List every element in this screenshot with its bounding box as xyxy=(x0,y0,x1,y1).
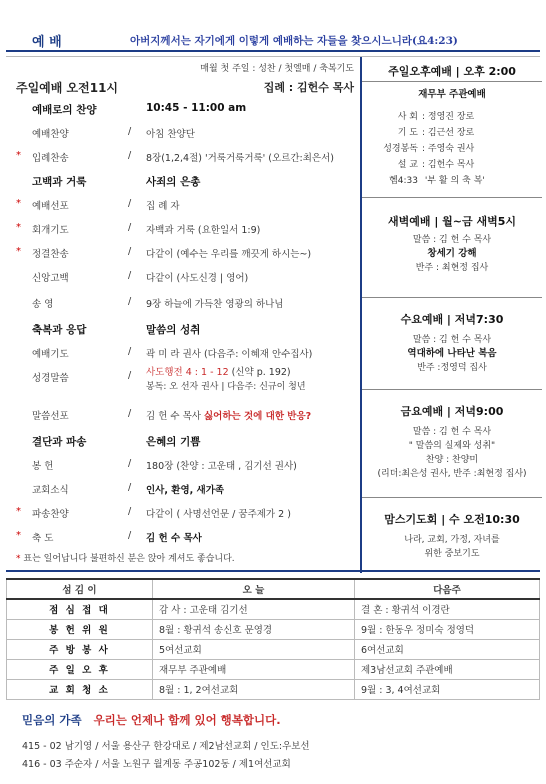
order-sep: / xyxy=(128,246,132,257)
order-row xyxy=(6,147,358,167)
service-subtitle: 매월 첫 주일 : 성찬 / 첫엘매 / 축복기도 xyxy=(200,64,354,74)
order-sep: / xyxy=(128,270,132,281)
order-row xyxy=(6,243,358,263)
order-label: 결단과 파송 xyxy=(32,436,87,448)
friday-service xyxy=(362,403,542,481)
note-star: * xyxy=(16,554,21,564)
order-label: 신앙고백 xyxy=(32,273,69,284)
order-label: 성경말씀 xyxy=(32,373,69,384)
header-verse: 아버지께서는 자기에게 이렇게 예배하는 자들을 찾으시느니라(요4:23) xyxy=(130,35,458,47)
afternoon-title: 주일오후예배 | 오후 2:00 xyxy=(388,65,516,78)
table-row xyxy=(7,619,540,639)
moms-prayer xyxy=(362,511,542,561)
service-presider: 집례 : 김헌수 목사 xyxy=(263,81,354,94)
table-cell: 5여선교회 xyxy=(153,639,355,659)
table-cell: 제3남선교회 주관예배 xyxy=(355,659,540,679)
order-value: 다같이 (사도신경 | 영어) xyxy=(146,273,249,284)
order-row xyxy=(6,455,358,475)
order-value: 인사, 환영, 새가족 xyxy=(146,485,225,496)
stand-marker: * xyxy=(16,506,21,517)
order-row xyxy=(6,503,358,523)
serving-table xyxy=(6,578,540,700)
order-row xyxy=(6,367,358,392)
stand-marker: * xyxy=(16,246,21,257)
table-cell: 주 일 오 후 xyxy=(7,659,153,679)
order-label: 봉 헌 xyxy=(32,461,54,472)
fri-topic: " 말씀의 실제와 성취" xyxy=(408,441,496,451)
order-value: 10:45 - 11:00 am xyxy=(146,102,247,114)
divider xyxy=(362,297,542,298)
afternoon-item: 설 교 : 김헌수 목사 xyxy=(397,160,475,170)
order-row xyxy=(6,219,358,239)
order-sep: / xyxy=(128,458,132,469)
order-sep: / xyxy=(128,530,132,541)
afternoon-item: 성경봉독 : 주영숙 권사 xyxy=(383,144,475,154)
order-value: 다같이 ( 사명선언문 / 꿈주제가 2 ) xyxy=(146,509,291,520)
sunday-service xyxy=(6,57,358,573)
afternoon-host-text: 재무부 주관예배 xyxy=(418,89,486,100)
family-heading xyxy=(22,712,281,728)
moms-title: 맘스기도회 | 수 오전10:30 xyxy=(384,513,520,526)
order-value: 곽 미 라 권사 (다음주: 이혜재 안수집사) xyxy=(146,349,313,360)
order-row xyxy=(6,195,358,215)
order-row xyxy=(6,527,358,547)
order-value: 은혜의 기쁨 xyxy=(146,436,201,448)
order-row xyxy=(6,343,358,363)
section-row xyxy=(6,99,358,119)
divider xyxy=(362,497,542,498)
family-slogan: 우리는 언제나 함께 있어 행복합니다. xyxy=(93,713,281,727)
order-value: 자백과 거룩 (요한일서 1:9) xyxy=(146,225,261,236)
order-row xyxy=(6,479,358,499)
order-sep: / xyxy=(128,222,132,233)
divider xyxy=(362,81,542,82)
divider xyxy=(362,197,542,198)
table-header: 다음주 xyxy=(355,579,540,599)
table-cell: 점 심 접 대 xyxy=(7,599,153,619)
dawn-preacher: 말씀 : 김 헌 수 목사 xyxy=(412,235,492,245)
table-row xyxy=(7,679,540,699)
order-sep: / xyxy=(128,482,132,493)
wed-pianist: 반주 :정영덕 집사 xyxy=(417,363,487,373)
order-label: 입례찬송 xyxy=(32,153,69,164)
table-header: 섬 김 이 xyxy=(7,579,153,599)
dawn-topic: 창세기 강해 xyxy=(427,248,477,259)
dawn-title: 새벽예배 | 월~금 새벽5시 xyxy=(387,215,516,228)
wed-topic: 역대하에 나타난 복음 xyxy=(407,348,497,359)
order-label: 정결찬송 xyxy=(32,249,69,260)
table-cell: 주 방 봉 사 xyxy=(7,639,153,659)
wed-title: 수요예배 | 저녁7:30 xyxy=(400,313,504,326)
order-row xyxy=(6,293,358,313)
order-value: 사죄의 은총 xyxy=(146,176,201,188)
table-row xyxy=(7,639,540,659)
afternoon-item: 기 도 : 김근선 장로 xyxy=(397,128,475,138)
order-label: 예배찬양 xyxy=(32,129,69,140)
table-row xyxy=(7,599,540,619)
header-bar xyxy=(6,26,540,52)
order-value: 8장(1,2,4절) '거룩거룩거룩' (오르간:최은서) xyxy=(146,153,334,164)
stand-marker: * xyxy=(16,198,21,209)
page-title: 예 배 xyxy=(32,35,62,50)
order-sep: / xyxy=(128,506,132,517)
order-value: 말씀의 성취 xyxy=(146,324,201,336)
afternoon-item: 헴4:33 '부 활 의 축 복' xyxy=(389,176,485,186)
note-text: 표는 일어납니다 불편하신 분은 앉아 계셔도 좋습니다. xyxy=(23,554,235,564)
service-title: 주일예배 오전11시 xyxy=(16,81,119,95)
table-cell: 결 혼 : 황귀석 이경란 xyxy=(355,599,540,619)
order-label: 교회소식 xyxy=(32,485,69,496)
order-row xyxy=(6,123,358,143)
order-sep: / xyxy=(128,370,132,381)
afternoon-service xyxy=(362,63,542,79)
fri-preacher: 말씀 : 김 헌 수 목사 xyxy=(412,427,492,437)
worship-main xyxy=(6,56,540,572)
family-label: 믿음의 가족 xyxy=(22,713,82,727)
afternoon-host xyxy=(362,88,542,102)
order-label: 예배로의 찬양 xyxy=(32,104,97,116)
order-value: 집 례 자 xyxy=(146,201,180,212)
table-cell: 8월 : 황귀석 송신호 문영경 xyxy=(153,619,355,639)
table-cell: 6여선교회 xyxy=(355,639,540,659)
stand-marker: * xyxy=(16,222,21,233)
table-cell: 8월 : 1, 2여선교회 xyxy=(153,679,355,699)
order-label: 파송찬양 xyxy=(32,509,69,520)
fri-praise: 찬양 : 찬양미 xyxy=(425,455,479,465)
dawn-pianist: 반주 : 최현정 집사 xyxy=(415,263,489,273)
family-line: 415 - 02 남기영 / 서울 용산구 한강대로 / 제2남선교회 / 인도:우보선 xyxy=(22,741,310,752)
order-label: 고백과 거룩 xyxy=(32,176,87,188)
fri-leader: (리더:최은성 권사, 반주 :최현정 집사) xyxy=(377,469,527,479)
section-row xyxy=(6,171,358,191)
table-cell: 9월 : 한동우 정미숙 정영덕 xyxy=(355,619,540,639)
order-sep: / xyxy=(128,198,132,209)
order-value: 김 헌 수 목사 싫어하는 것에 대한 반응? xyxy=(146,411,312,422)
table-header-row xyxy=(7,579,540,599)
order-value2: 봉독: 오 선자 권사 | 다음주: 신규이 청년 xyxy=(146,382,306,392)
order-label: 축복과 응답 xyxy=(32,324,87,336)
table-cell: 감 사 : 고운태 김기선 xyxy=(153,599,355,619)
table-cell: 봉 헌 위 원 xyxy=(7,619,153,639)
table-header: 오 늘 xyxy=(153,579,355,599)
order-sep: / xyxy=(128,408,132,419)
moms-line2: 위한 중보기도 xyxy=(424,549,480,559)
table-row xyxy=(7,659,540,679)
order-value: 다같이 (예수는 우리를 깨끗게 하시는~) xyxy=(146,249,312,260)
table-cell: 교 회 청 소 xyxy=(7,679,153,699)
order-label: 말씀선포 xyxy=(32,411,69,422)
order-sep: / xyxy=(128,150,132,161)
order-label: 축 도 xyxy=(32,533,54,544)
section-row xyxy=(6,431,358,451)
order-value: 9장 하늘에 가득찬 영광의 하나님 xyxy=(146,299,284,310)
order-value: 김 헌 수 목사 xyxy=(146,533,202,544)
order-value: 사도행전 4 : 1 - 12 (신약 p. 192) xyxy=(146,367,291,378)
order-label: 송 영 xyxy=(32,299,54,310)
order-value: 아침 찬양단 xyxy=(146,129,195,140)
order-label: 예배기도 xyxy=(32,349,69,360)
moms-line1: 나라, 교회, 가정, 자녀를 xyxy=(404,535,500,545)
divider xyxy=(362,389,542,390)
afternoon-item: 사 회 : 정영진 장로 xyxy=(397,112,475,122)
other-services xyxy=(360,57,540,573)
wed-preacher: 말씀 : 김 헌 수 목사 xyxy=(412,335,492,345)
order-sep: / xyxy=(128,126,132,137)
stand-marker: * xyxy=(16,150,21,161)
order-row xyxy=(6,267,358,287)
fri-title: 금요예배 | 저녁9:00 xyxy=(400,405,504,418)
table-cell: 9월 : 3, 4여선교회 xyxy=(355,679,540,699)
table-cell: 재무부 주관예배 xyxy=(153,659,355,679)
order-sep: / xyxy=(128,346,132,357)
family-line: 416 - 03 주순자 / 서울 노원구 월계동 주공102동 / 제1여선교회 xyxy=(22,759,291,770)
stand-marker: * xyxy=(16,530,21,541)
order-label: 예배선포 xyxy=(32,201,69,212)
order-row xyxy=(6,405,358,425)
standing-note xyxy=(16,551,235,564)
order-value: 180장 (찬양 : 고운태 , 김기선 권사) xyxy=(146,461,297,472)
section-row xyxy=(6,319,358,339)
order-label: 회개기도 xyxy=(32,225,69,236)
order-sep: / xyxy=(128,296,132,307)
wednesday-service xyxy=(362,311,542,375)
dawn-service xyxy=(362,213,542,275)
